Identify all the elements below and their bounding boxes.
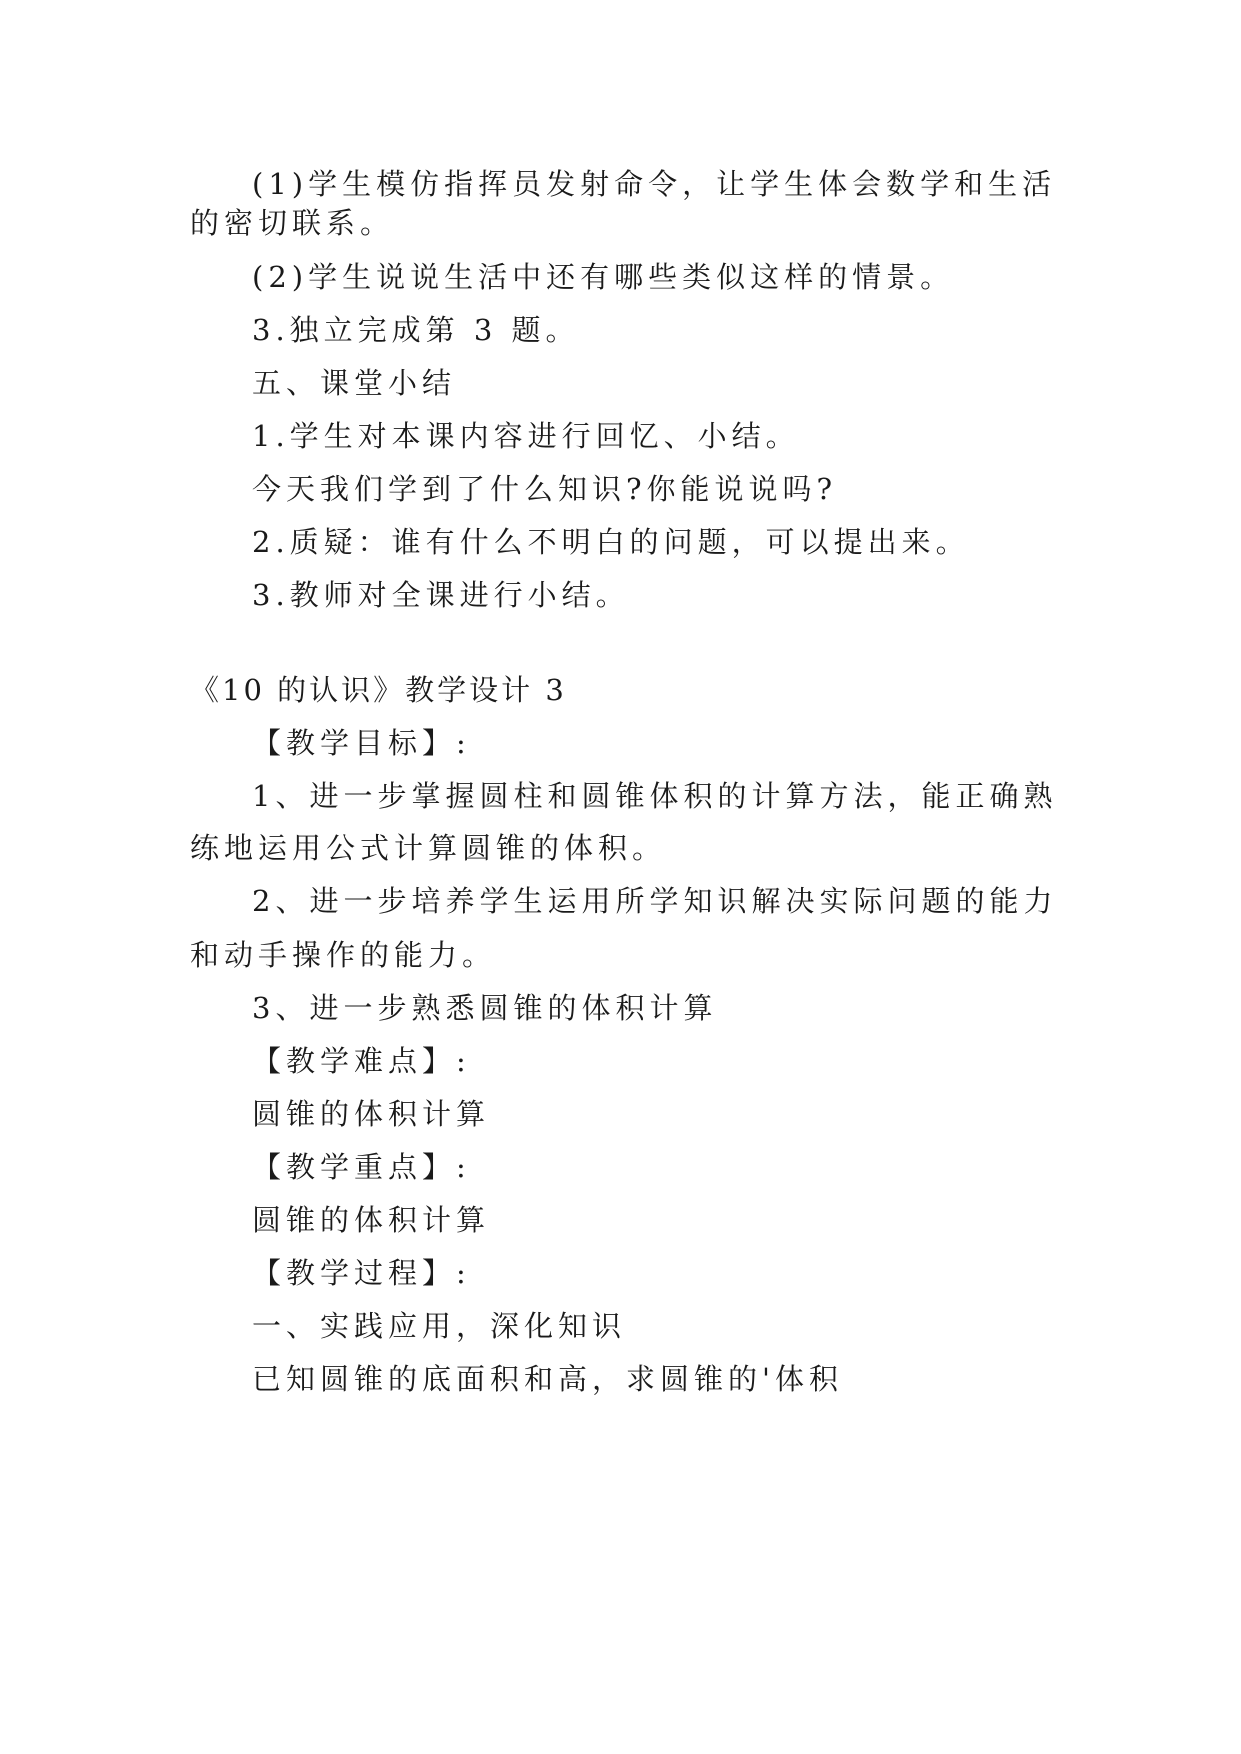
- paragraph-line: 圆锥的体积计算: [252, 1097, 491, 1131]
- paragraph-line: 和动手操作的能力。: [190, 938, 497, 972]
- paragraph-line: 3.独立完成第 3 题。: [252, 313, 580, 347]
- section-heading: 【教学过程】:: [252, 1256, 471, 1290]
- paragraph-line: 1、进一步掌握圆柱和圆锥体积的计算方法，能正确熟: [252, 779, 1058, 813]
- paragraph-line: 练地运用公式计算圆锥的体积。: [190, 831, 667, 865]
- paragraph-line: 圆锥的体积计算: [252, 1203, 491, 1237]
- section-heading: 一、实践应用，深化知识: [252, 1309, 627, 1343]
- paragraph-line: 已知圆锥的底面积和高，求圆锥的'体积: [252, 1362, 843, 1396]
- paragraph-line: 今天我们学到了什么知识?你能说说吗?: [252, 472, 838, 506]
- section-heading: 【教学重点】:: [252, 1150, 471, 1184]
- section-heading: 【教学目标】:: [252, 726, 471, 760]
- paragraph-line: 的密切联系。: [190, 206, 395, 240]
- section-heading: 【教学难点】:: [252, 1044, 471, 1078]
- paragraph-line: 2.质疑：谁有什么不明白的问题，可以提出来。: [252, 525, 970, 559]
- paragraph-line: 2、进一步培养学生运用所学知识解决实际问题的能力: [252, 884, 1058, 918]
- paragraph-line: (1)学生模仿指挥员发射命令，让学生体会数学和生活: [252, 167, 1057, 201]
- section-heading: 五、课堂小结: [252, 366, 457, 400]
- document-title: 《10 的认识》教学设计 3: [190, 673, 567, 707]
- paragraph-line: 1.学生对本课内容进行回忆、小结。: [252, 419, 800, 453]
- paragraph-line: 3.教师对全课进行小结。: [252, 578, 630, 612]
- paragraph-line: (2)学生说说生活中还有哪些类似这样的情景。: [252, 260, 955, 294]
- paragraph-line: 3、进一步熟悉圆锥的体积计算: [252, 991, 718, 1025]
